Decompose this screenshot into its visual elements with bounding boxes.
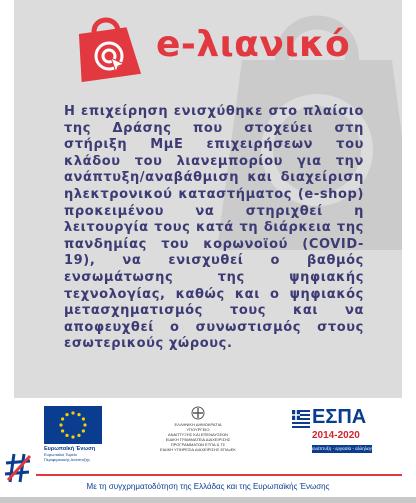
eu-title: Ευρωπαϊκή Ένωση bbox=[44, 446, 96, 452]
ministry-line: ΕΙΔΙΚΗ ΓΡΑΜΜΑΤΕΙΑ ΔΙΑΧΕΙΡΙΣΗΣ bbox=[165, 437, 231, 442]
bottom-strip bbox=[0, 497, 416, 503]
ministry-line: ΠΡΟΓΡΑΜΜΑΤΩΝ ΕΤΠΑ & ΤΣ bbox=[170, 442, 226, 447]
ministry-line: ΕΛΛΗΝΙΚΗ ΔΗΜΟΚΡΑΤΙΑ bbox=[174, 422, 222, 427]
red-divider bbox=[36, 474, 402, 476]
greek-flag-icon bbox=[292, 410, 310, 428]
espa-title: ΕΣΠΑ bbox=[312, 406, 367, 428]
eu-flag-icon bbox=[44, 406, 102, 444]
ministry-line: ΥΠΟΥΡΓΕΙΟ bbox=[186, 427, 210, 432]
e-lianiko-logo bbox=[76, 12, 376, 82]
poster-panel bbox=[14, 0, 402, 398]
logo-wordmark: e-λιανικό bbox=[156, 24, 351, 65]
espa-logo bbox=[292, 406, 379, 454]
espa-tagline: ανάπτυξη - εργασία - αλληλεγγύη bbox=[312, 446, 379, 451]
announcement-paragraph: Η επιχείρηση ενισχύθηκε στο πλαίσιο της Δράσης που στοχεύει στη στήριξη ΜμΕ επιχειρήσεων του κλάδου του λιανεμπορίου για την ανάπτυξη/αναβάθμιση και διαχείριση ηλεκτρονικού καταστήματος (e-shop) προκειμένου να στηριχθεί η λειτουργία τους κατά τη διάρκεια της πανδημίας του κορωνοϊού (COVID-19), να ενισχυθεί ο βαθμός ενσωμάτωσης της ψηφιακής τεχνολογίας, καθώς και ο ψηφιακός μετασχηματισμός τους και να αποφευχθεί ο συνωστισμός στους εσωτερικούς χώρους. bbox=[64, 104, 364, 352]
eu-subtitle-1: Ευρωπαϊκό Ταμείο bbox=[44, 452, 77, 457]
footer-logos bbox=[0, 400, 416, 460]
shopping-bag-cursor-icon bbox=[76, 12, 142, 82]
greek-emblem-icon bbox=[191, 406, 205, 420]
ministry-line: ΕΙΔΙΚΗ ΥΠΗΡΕΣΙΑ ΔΙΑΧΕΙΡΙΣΗΣ ΕΠΑνΕΚ bbox=[160, 447, 236, 452]
ministry-logo bbox=[150, 406, 246, 452]
hashtag-icon bbox=[4, 450, 34, 486]
ministry-line: ΑΝΑΠΤΥΞΗΣ ΚΑΙ ΕΠΕΝΔΥΣΕΩΝ bbox=[167, 432, 229, 437]
eu-logo bbox=[44, 406, 104, 462]
espa-years: 2014-2020 bbox=[312, 430, 360, 441]
funding-statement: Με τη συγχρηματοδότηση της Ελλάδας και της Ευρωπαϊκής Ένωσης bbox=[86, 482, 330, 491]
eu-subtitle-2: Περιφερειακής Ανάπτυξης bbox=[44, 457, 90, 462]
